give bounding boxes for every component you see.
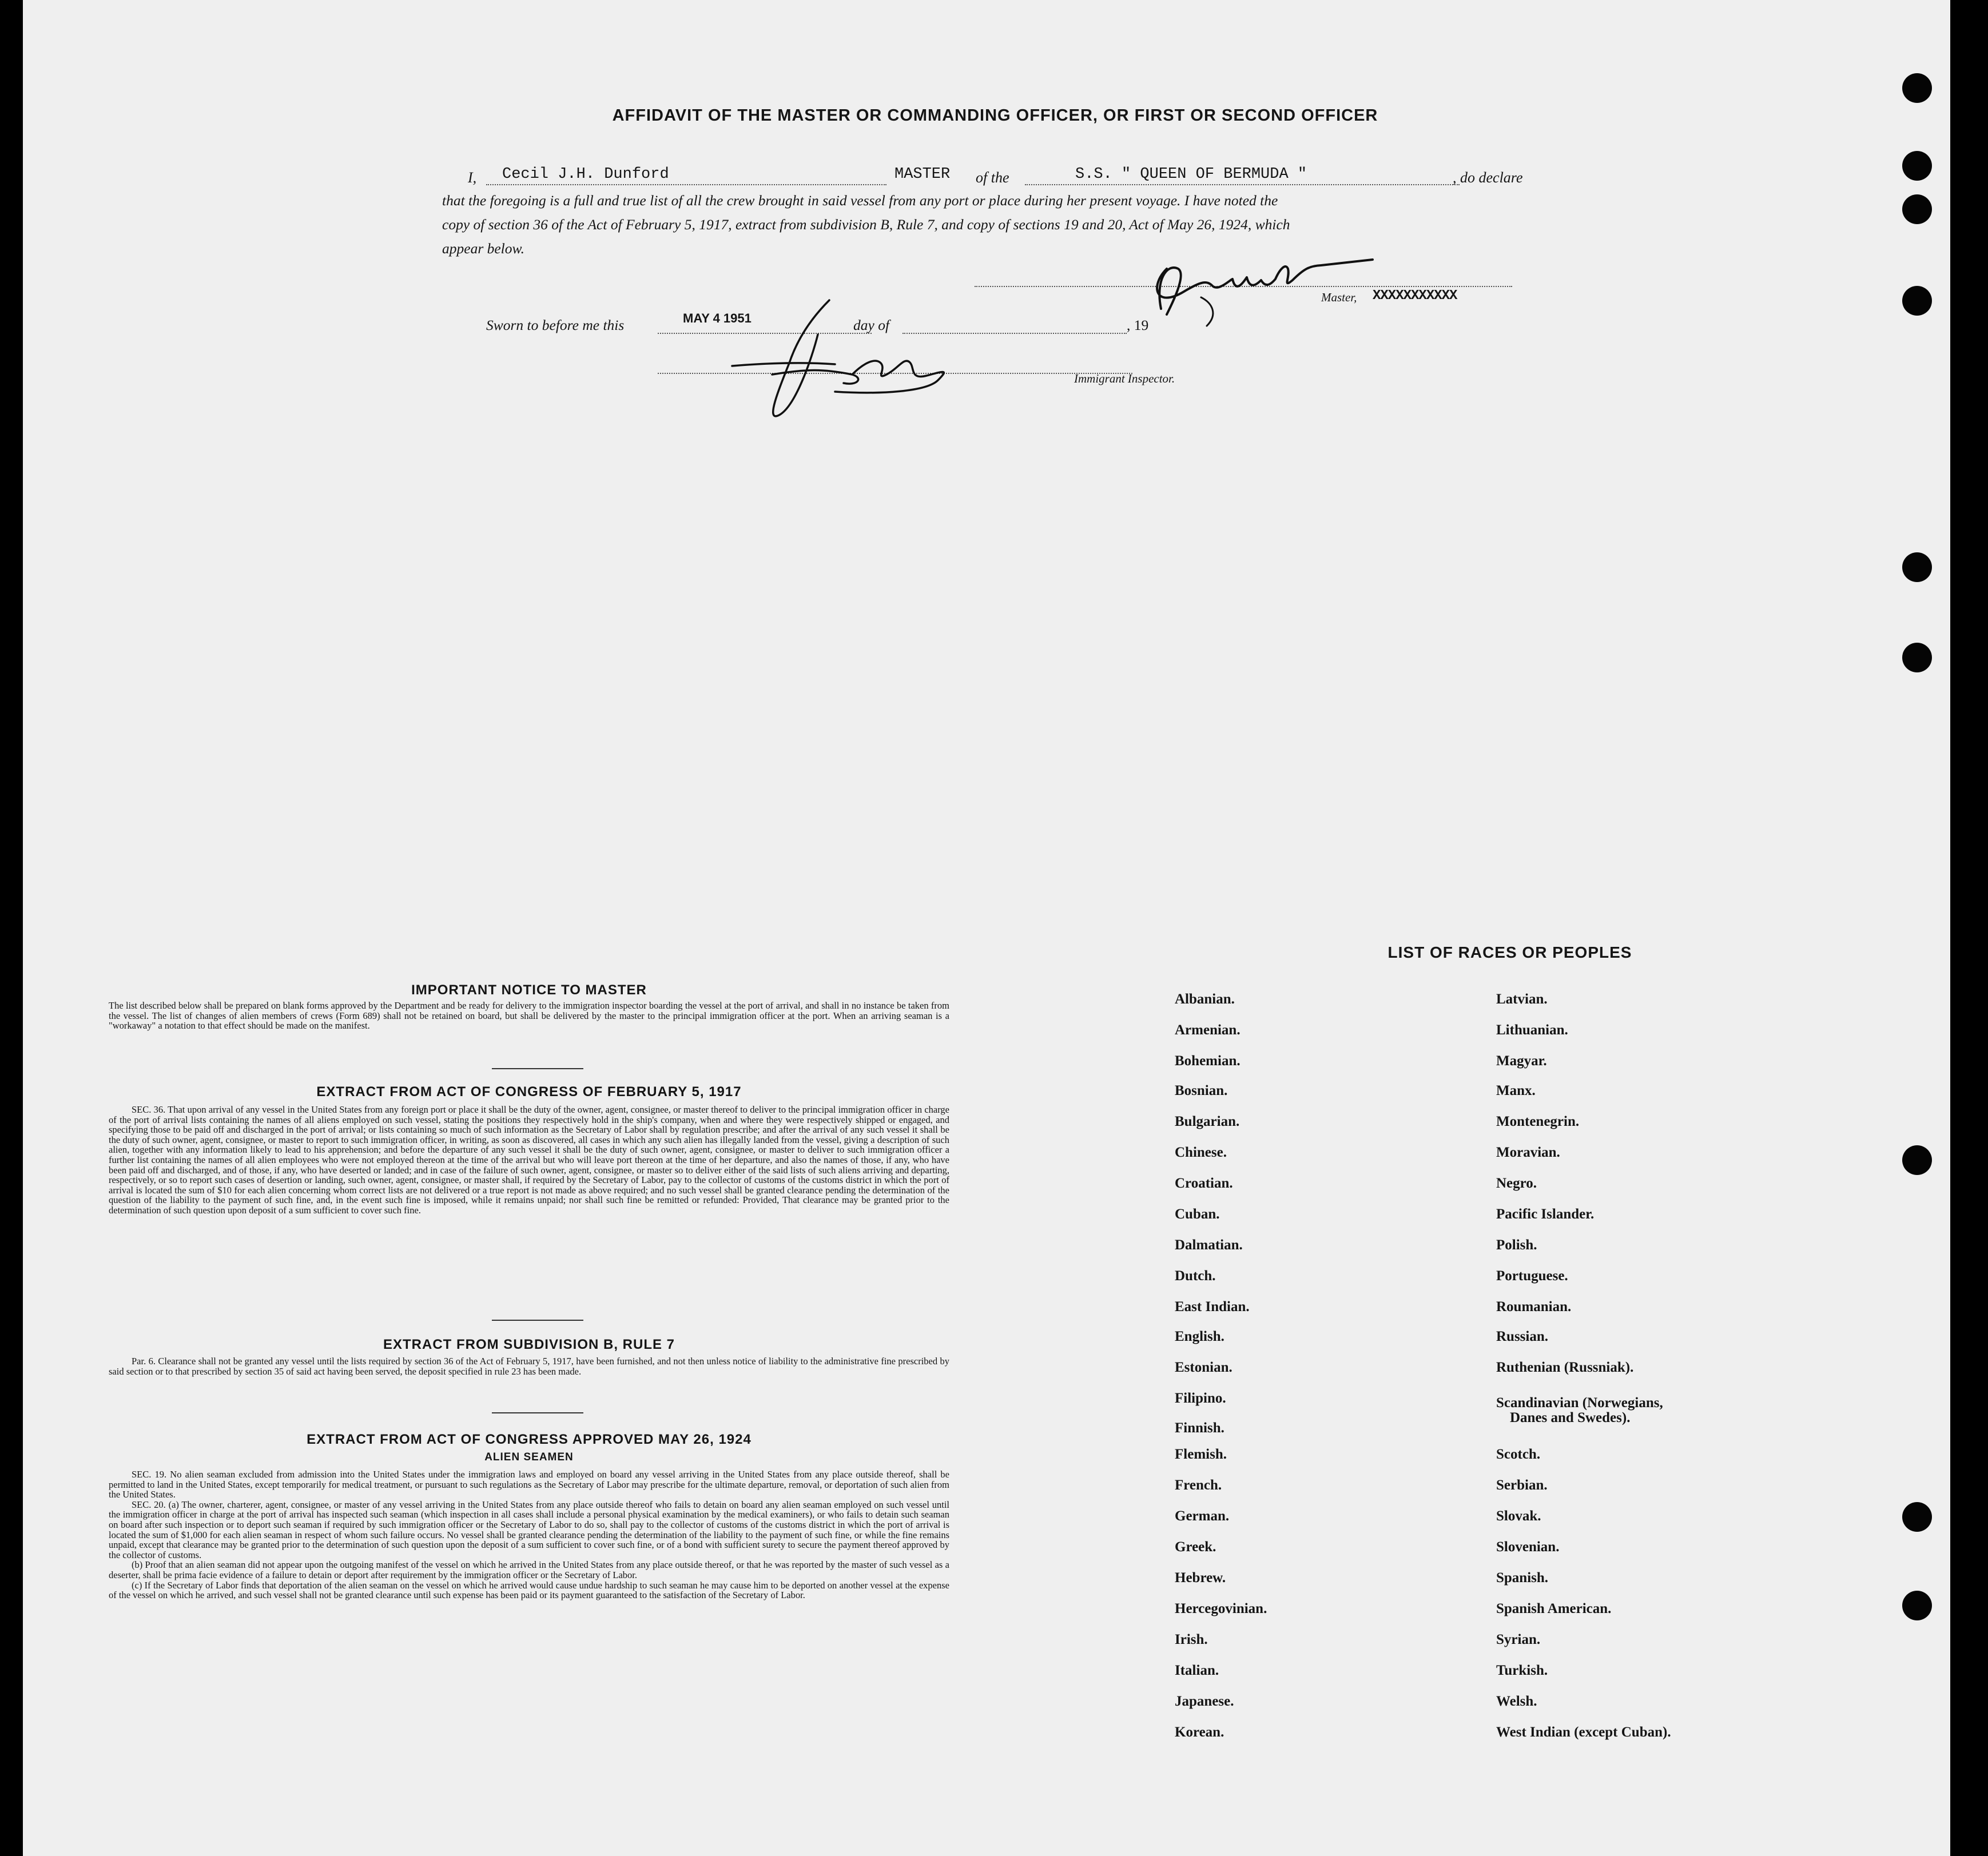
race-item: Montenegrin.: [1496, 1114, 1580, 1129]
race-item: Magyar.: [1496, 1053, 1547, 1069]
alien-seamen-subheading: ALIEN SEAMEN: [484, 1451, 574, 1463]
race-item: Polish.: [1496, 1237, 1537, 1253]
master-label: Master,: [1321, 290, 1357, 304]
race-item: Bohemian.: [1175, 1053, 1240, 1069]
year-prefix: , 19: [1127, 317, 1149, 333]
sec19-text: SEC. 19. No alien seaman excluded from admission into the United States under the immigration laws and employed on board any vessel arriving in the United States from any place outside thereof, shall be permitted to land in the United States, except temporarily for medical treatment, or pursuant to such regulations as the Secretary of Labor may prescribe for the ultimate departure, removal, or deportation of such alien from the United States.: [109, 1469, 949, 1500]
sec20b-text: (b) Proof that an alien seaman did not appear upon the outgoing manifest of the vessel on which he arrived in the United States from any place outside thereof, or that he was reported by the master of such vessel as a deserter, shall be prima facie evidence of a failure to detain or deport after requirement by the immigration officer or the Secretary of Labor.: [109, 1559, 949, 1580]
race-item: Pacific Islander.: [1496, 1206, 1595, 1222]
race-item: Scandinavian (Norwegians,: [1496, 1395, 1663, 1411]
divider: [492, 1320, 583, 1321]
race-item: Negro.: [1496, 1176, 1537, 1191]
race-item: Chinese.: [1175, 1145, 1227, 1160]
sec20a-text: SEC. 20. (a) The owner, charterer, agent, consignee, or master of any vessel arriving in the United States from any place outside thereof who fails to detain on board any alien seaman employed on such vessel until the immigration officer in charge at the port of arrival has inspected such seaman (which inspection in all cases shall include a personal physical examination by the medical examiners), or who fails to detain such seaman on board after such inspection or to deport such seaman if required by such immigration officer or the Secretary of Labor to do so, shall pay to the collector of customs of the customs district in which the port of arrival is located the sum of $1,000 for each alien seaman in respect of whom such failure occurs. No vessel shall be granted clearance pending the determination of the liability to the payment of such fine, or while the fine remains unpaid, except that clearance may be granted prior to the determination of such question upon the deposit of a sum sufficient to cover such fine, or of a bond with sufficient surety to secure the payment thereof approved by the collector of customs.: [109, 1499, 949, 1560]
sworn-date-stamp: MAY 4 1951: [683, 311, 752, 325]
race-item: Scotch.: [1496, 1447, 1541, 1462]
divider: [492, 1068, 583, 1069]
extract-rule7-text: Par. 6. Clearance shall not be granted any vessel until the lists required by section 36 of the Act of February 5, 1917, have been furnished, and not then unless notice of liability to the administrative fine prescribed by said section or to that prescribed by section 35 of said act having been served, the deposit specified in rule 23 has been made.: [109, 1356, 949, 1377]
master-struck-text: XXXXXXXXXXX: [1373, 288, 1457, 304]
race-item: Roumanian.: [1496, 1299, 1572, 1315]
extract-1924-heading: EXTRACT FROM ACT OF CONGRESS APPROVED MAY 26, 1924: [307, 1432, 752, 1447]
race-item: Slovenian.: [1496, 1539, 1560, 1555]
i-prefix: I,: [468, 169, 477, 186]
race-item: East Indian.: [1175, 1299, 1250, 1315]
punch-hole: [1902, 1502, 1932, 1532]
do-declare-label: , do declare: [1453, 169, 1523, 186]
punch-hole: [1902, 286, 1932, 316]
race-item: Armenian.: [1175, 1022, 1240, 1038]
race-item: Hebrew.: [1175, 1570, 1226, 1586]
affidavit-body-line2: copy of section 36 of the Act of February 5, 1917, extract from subdivision B, Rule 7, and copy of sections 19 and 20, Act of May 26, 1924, which: [442, 216, 1290, 233]
extract-rule7-heading: EXTRACT FROM SUBDIVISION B, RULE 7: [383, 1337, 675, 1352]
race-item: Ruthenian (Russniak).: [1496, 1360, 1634, 1375]
punch-hole: [1902, 73, 1932, 103]
race-item: Dalmatian.: [1175, 1237, 1243, 1253]
extract-1924-body: [109, 1469, 949, 1600]
race-item: Irish.: [1175, 1632, 1208, 1647]
race-item: French.: [1175, 1477, 1222, 1493]
race-item: Turkish.: [1496, 1663, 1548, 1678]
inspector-label: Immigrant Inspector.: [1074, 372, 1175, 385]
race-item: Slovak.: [1496, 1508, 1541, 1524]
punch-hole: [1902, 194, 1932, 224]
notice-heading: IMPORTANT NOTICE TO MASTER: [411, 982, 647, 998]
officer-name: Cecil J.H. Dunford: [502, 166, 669, 183]
punch-hole: [1902, 1145, 1932, 1175]
race-item: Lithuanian.: [1496, 1022, 1568, 1038]
vessel-name: S.S. " QUEEN OF BERMUDA ": [1075, 166, 1307, 183]
race-item: Bulgarian.: [1175, 1114, 1240, 1129]
extract-1917-heading: EXTRACT FROM ACT OF CONGRESS OF FEBRUARY 5, 1917: [316, 1084, 742, 1100]
race-item: Moravian.: [1496, 1145, 1560, 1160]
race-item: Greek.: [1175, 1539, 1216, 1555]
race-item: West Indian (except Cuban).: [1496, 1724, 1671, 1740]
sec20c-text: (c) If the Secretary of Labor finds that deportation of the alien seaman on the vessel on which he arrived would cause undue hardship to such seaman he may cause him to be deported on another vessel at the expense of the vessel on which he arrived, and such vessel shall not be granted clearance until such expense has been paid or its payment guaranteed to the satisfaction of the Secretary of Labor.: [109, 1579, 949, 1601]
race-item: Serbian.: [1496, 1477, 1548, 1493]
race-item: English.: [1175, 1329, 1224, 1344]
race-item: Hercegovinian.: [1175, 1601, 1267, 1616]
divider: [492, 1412, 583, 1413]
races-heading: LIST OF RACES OR PEOPLES: [1387, 943, 1632, 961]
race-item: Albanian.: [1175, 991, 1235, 1007]
punch-hole: [1902, 643, 1932, 672]
race-item: Flemish.: [1175, 1447, 1227, 1462]
extract-1917-text: SEC. 36. That upon arrival of any vessel in the United States from any foreign port or place it shall be the duty of the owner, agent, consignee, or master thereof to deliver to the principal immigration officer in charge of the port of arrival lists containing the names of all aliens employed on such vessel, stating the positions they respectively hold in the ship's company, when and where they were respectively shipped or engaged, and specifying those to be paid off and discharged in the port of arrival; or lists containing so much of such information as the Secretary of Labor shall by regulation prescribe; and after the arrival of any such vessel it shall be the duty of such owner, agent, consignee, or master to report to such immigration officer, in writing, as soon as discovered, all cases in which any such alien has illegally landed from the vessel, giving a description of such alien, together with any information likely to lead to his apprehension; and before the departure of any such vessel it shall be the duty of such owner, agent, consignee, or master to deliver to such immigration officer a further list containing the names of all alien employees who were not employed thereon at the time of the arrival but who will leave port thereon at the time of her departure, and also the names of those, if any, who have been paid off and discharged, and of those, if any, who have deserted or landed; and in case of the failure of such owner, agent, consignee, or master so to deliver either of the said lists of such aliens arriving and departing, respectively, or so to report such cases of desertion or landing, such owner, agent, consignee, or master shall, if required by the Secretary of Labor, pay to the collector of customs of the customs district in which the port of arrival is located the sum of $10 for each alien concerning whom correct lists are not delivered or a true report is not made as above required; and no such vessel shall be granted clearance pending the determination of the question of the liability to the payment of such fine, and, in the event such fine is imposed, while it remains unpaid; nor shall such fine be remitted or refunded: Provided, That clearance may be granted prior to the determination of such question upon deposit of a sum sufficient to cover such fine.: [109, 1104, 949, 1216]
affidavit-body-line3: appear below.: [442, 240, 525, 257]
race-item: Japanese.: [1175, 1694, 1234, 1709]
punch-hole: [1902, 1591, 1932, 1620]
race-item: Danes and Swedes).: [1510, 1410, 1631, 1425]
notice-text: The list described below shall be prepared on blank forms approved by the Department and be ready for delivery to the immigration inspector boarding the vessel at the port of arrival, and shall in no instance be taken from the vessel. The list of changes of alien members of crews (Form 689) shall not be retained on board, but shall be delivered by the master to the principal immigration officer at the port. When an arriving seaman is a "workaway" a notation to that effect should be made on the manifest.: [109, 1000, 949, 1031]
race-item: Manx.: [1496, 1083, 1536, 1098]
race-item: Dutch.: [1175, 1268, 1216, 1284]
document-page: [23, 0, 1950, 1856]
race-item: Cuban.: [1175, 1206, 1220, 1222]
race-item: Finnish.: [1175, 1420, 1224, 1436]
officer-rank: MASTER: [894, 166, 951, 183]
race-item: Korean.: [1175, 1724, 1224, 1740]
race-item: Portuguese.: [1496, 1268, 1568, 1284]
race-item: Bosnian.: [1175, 1083, 1228, 1098]
of-the-label: of the: [976, 169, 1009, 186]
race-item: German.: [1175, 1508, 1230, 1524]
inspector-signature: [709, 289, 961, 426]
race-item: Spanish.: [1496, 1570, 1549, 1586]
race-item: Estonian.: [1175, 1360, 1232, 1375]
affidavit-title: AFFIDAVIT OF THE MASTER OR COMMANDING OFFICER, OR FIRST OR SECOND OFFICER: [612, 106, 1378, 125]
race-item: Welsh.: [1496, 1694, 1537, 1709]
sworn-prefix: Sworn to before me this: [486, 317, 625, 333]
race-item: Filipino.: [1175, 1391, 1226, 1406]
race-item: Croatian.: [1175, 1176, 1233, 1191]
race-item: Latvian.: [1496, 991, 1548, 1007]
punch-hole: [1902, 151, 1932, 181]
race-item: Syrian.: [1496, 1632, 1541, 1647]
punch-hole: [1902, 552, 1932, 582]
affidavit-body-line1: that the foregoing is a full and true list of all the crew brought in said vessel from any port or place during her present voyage. I have noted the: [442, 192, 1278, 209]
race-item: Russian.: [1496, 1329, 1549, 1344]
race-item: Italian.: [1175, 1663, 1219, 1678]
day-of-label: day of: [853, 317, 890, 333]
race-item: Spanish American.: [1496, 1601, 1612, 1616]
master-signature: [1132, 246, 1407, 332]
